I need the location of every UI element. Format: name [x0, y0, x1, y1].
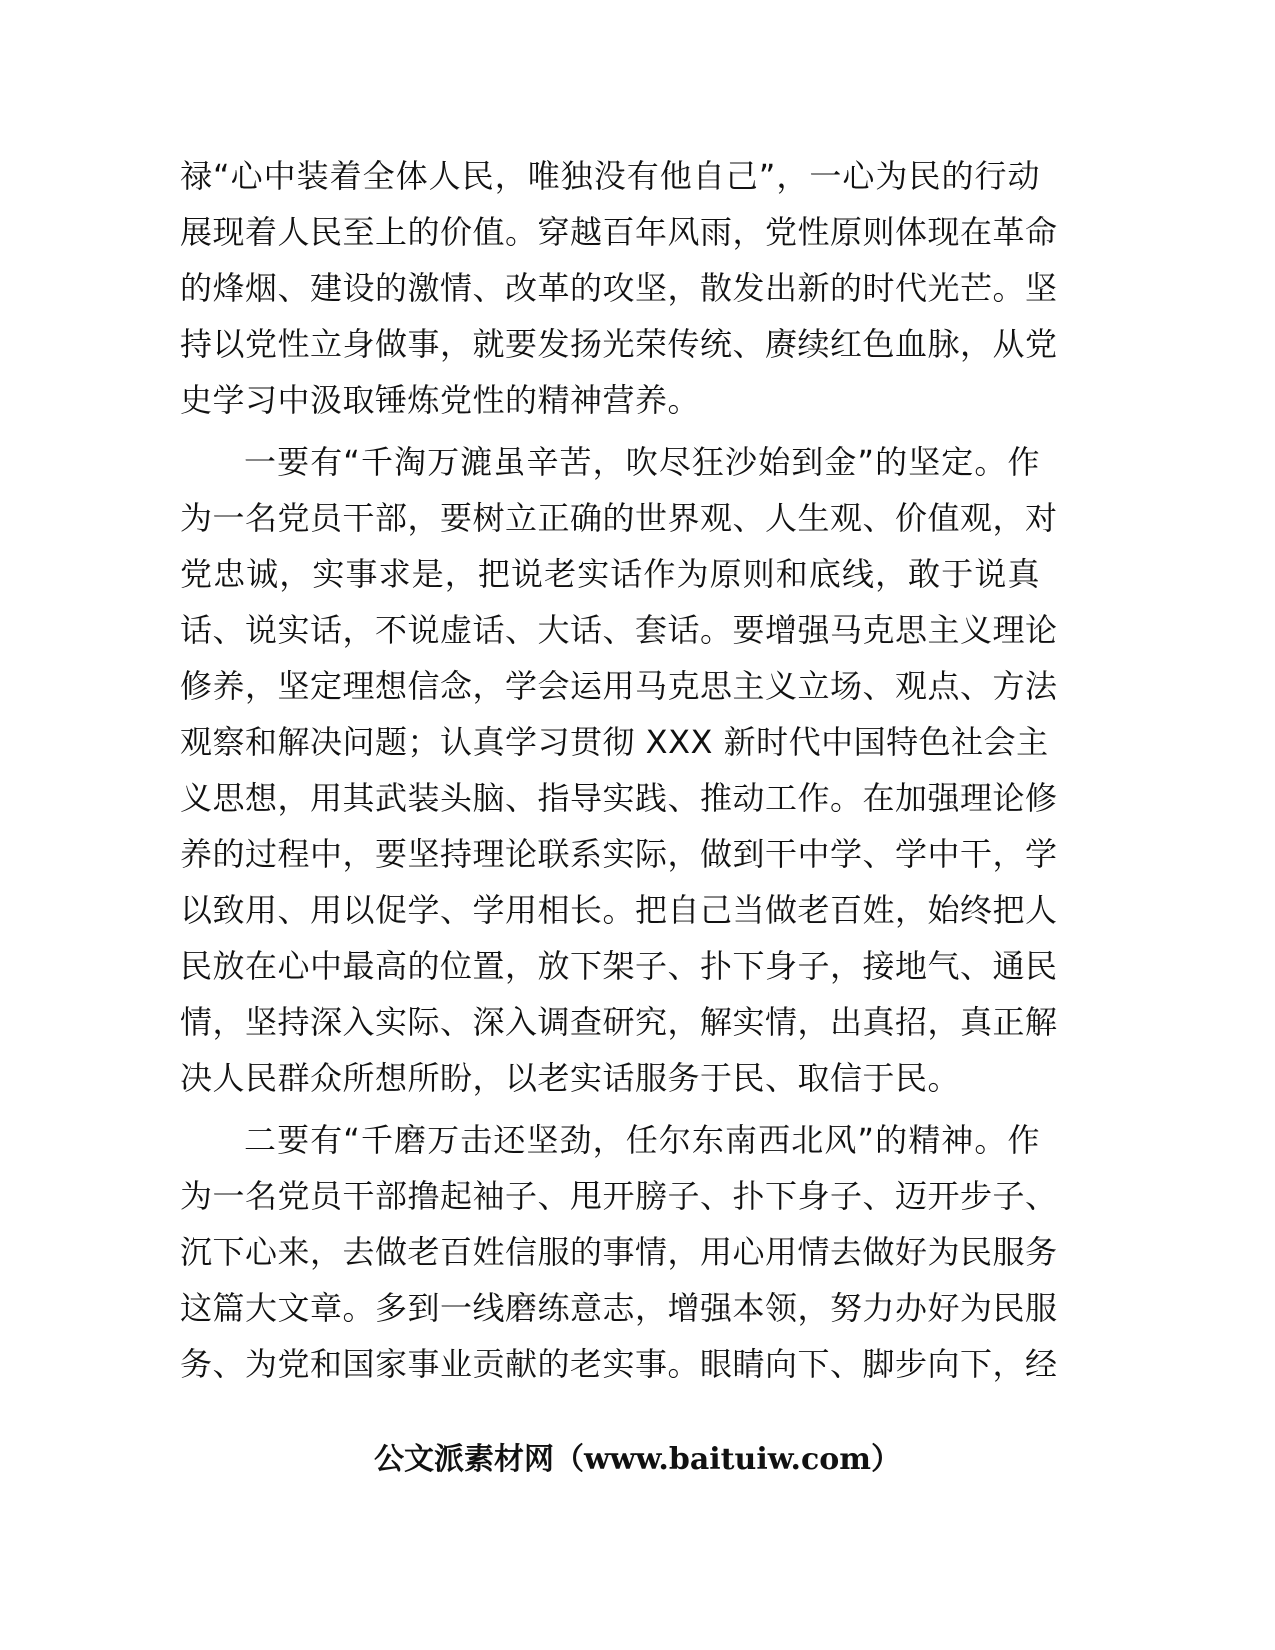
- text-line: 务、为党和国家事业贡献的老实事。眼睛向下、脚步向下，经: [180, 1345, 1058, 1383]
- text-line: 修养，坚定理想信念，学会运用马克思主义立场、观点、方法: [180, 667, 1058, 705]
- text-line: 党忠诚，实事求是，把说老实话作为原则和底线，敢于说真: [180, 555, 1040, 593]
- text-line: 二要有“千磨万击还坚劲，任尔东南西北风”的精神。作: [244, 1121, 1040, 1159]
- text-line: 一要有“千淘万漉虽辛苦，吹尽狂沙始到金”的坚定。作: [244, 443, 1040, 481]
- text-line: 的烽烟、建设的激情、改革的攻坚，散发出新的时代光芒。坚: [180, 269, 1058, 307]
- text-line: 为一名党员干部撸起袖子、甩开膀子、扑下身子、迈开步子、: [180, 1177, 1058, 1215]
- text-line: 展现着人民至上的价值。穿越百年风雨，党性原则体现在革命: [180, 213, 1058, 251]
- text-line: 义思想，用其武装头脑、指导实践、推动工作。在加强理论修: [180, 779, 1058, 817]
- paragraph-3: [180, 1112, 1058, 1392]
- text-line: 持以党性立身做事，就要发扬光荣传统、赓续红色血脉，从党: [180, 325, 1058, 363]
- text-line: 民放在心中最高的位置，放下架子、扑下身子，接地气、通民: [180, 947, 1058, 985]
- text-line: 沉下心来，去做老百姓信服的事情，用心用情去做好为民服务: [180, 1233, 1058, 1271]
- page-footer: 公文派素材网（www.baituiw.com）: [373, 1442, 902, 1477]
- text-line: 话、说实话，不说虚话、大话、套话。要增强马克思主义理论: [180, 611, 1058, 649]
- paragraph-2: [180, 434, 1058, 1106]
- text-line: 这篇大文章。多到一线磨练意志，增强本领，努力办好为民服: [180, 1289, 1058, 1327]
- text-line: 禄“心中装着全体人民，唯独没有他自己”，一心为民的行动: [180, 157, 1040, 195]
- paragraph-1: [180, 148, 1058, 428]
- text-line: 决人民群众所想所盼，以老实话服务于民、取信于民。: [180, 1059, 961, 1097]
- text-line: 养的过程中，要坚持理论联系实际，做到干中学、学中干，学: [180, 835, 1058, 873]
- text-line: 观察和解决问题；认真学习贯彻 XXX 新时代中国特色社会主: [180, 723, 1049, 761]
- text-line: 为一名党员干部，要树立正确的世界观、人生观、价值观，对: [180, 499, 1058, 537]
- text-line: 情，坚持深入实际、深入调查研究，解实情，出真招，真正解: [180, 1003, 1058, 1041]
- body-text: [180, 148, 1058, 1392]
- text-line: 以致用、用以促学、学用相长。把自己当做老百姓，始终把人: [180, 891, 1058, 929]
- text-line: 史学习中汲取锤炼党性的精神营养。: [180, 381, 701, 419]
